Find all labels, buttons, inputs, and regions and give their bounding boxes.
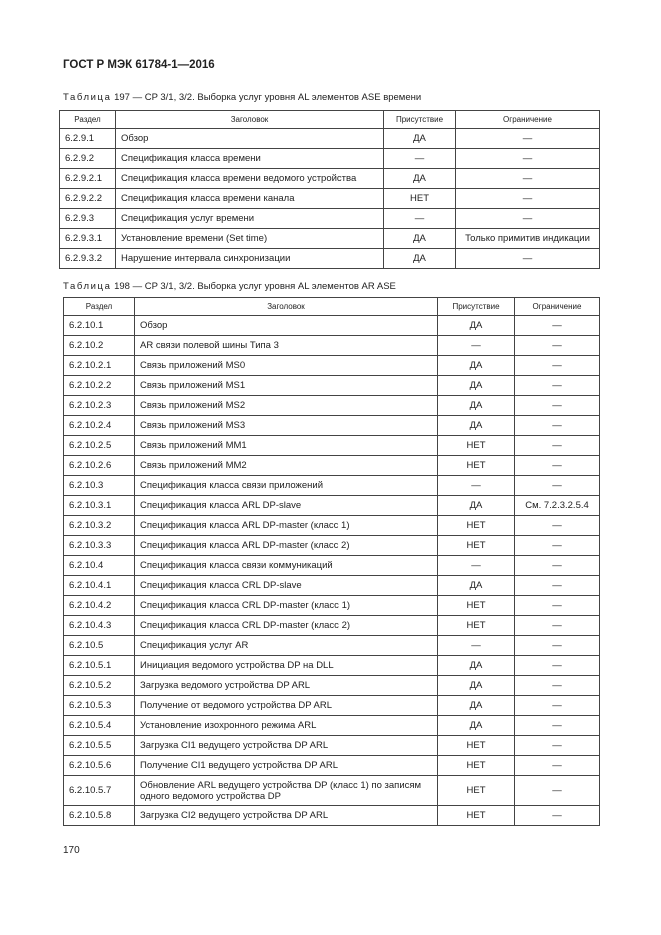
restriction-cell: — — [515, 596, 600, 616]
table-row — [64, 456, 600, 476]
title-cell: Нарушение интервала синхронизации — [116, 249, 384, 269]
table-row — [60, 229, 600, 249]
column-header: Ограничение — [456, 111, 600, 129]
presence-cell: ДА — [438, 416, 515, 436]
table-row — [64, 596, 600, 616]
table-row — [64, 716, 600, 736]
title-cell: Спецификация класса времени канала — [116, 189, 384, 209]
section-cell: 6.2.10.4 — [64, 556, 135, 576]
table-row — [64, 616, 600, 636]
presence-cell: НЕТ — [438, 736, 515, 756]
restriction-cell: — — [515, 676, 600, 696]
title-cell: AR связи полевой шины Типа 3 — [135, 336, 438, 356]
section-cell: 6.2.10.3.1 — [64, 496, 135, 516]
restriction-cell: См. 7.2.3.2.5.4 — [515, 496, 600, 516]
table-row — [60, 249, 600, 269]
table-197-caption — [63, 92, 421, 103]
restriction-cell: — — [515, 776, 600, 806]
presence-cell: ДА — [438, 496, 515, 516]
restriction-cell: — — [515, 356, 600, 376]
table-row — [64, 576, 600, 596]
column-header: Заголовок — [135, 298, 438, 316]
presence-cell: НЕТ — [438, 806, 515, 826]
title-cell: Загрузка CI1 ведущего устройства DP ARL — [135, 736, 438, 756]
title-cell: Спецификация класса CRL DP-slave — [135, 576, 438, 596]
presence-cell: ДА — [384, 249, 456, 269]
section-cell: 6.2.10.3.3 — [64, 536, 135, 556]
column-header: Ограничение — [515, 298, 600, 316]
restriction-cell: — — [515, 456, 600, 476]
restriction-cell: — — [515, 416, 600, 436]
caption-text: 197 — CP 3/1, 3/2. Выборка услуг уровня AL элементов ASE времени — [111, 92, 422, 103]
section-cell: 6.2.10.4.2 — [64, 596, 135, 616]
table-row — [64, 636, 600, 656]
title-cell: Спецификация класса CRL DP-master (класс 1) — [135, 596, 438, 616]
column-header: Присутствие — [384, 111, 456, 129]
section-cell: 6.2.10.5.8 — [64, 806, 135, 826]
restriction-cell: — — [456, 149, 600, 169]
title-cell: Спецификация класса времени ведомого устройства — [116, 169, 384, 189]
title-cell: Спецификация услуг AR — [135, 636, 438, 656]
table-row — [64, 656, 600, 676]
caption-lead: Таблица — [63, 281, 112, 292]
presence-cell: НЕТ — [438, 516, 515, 536]
section-cell: 6.2.10.5.6 — [64, 756, 135, 776]
section-cell: 6.2.10.2.4 — [64, 416, 135, 436]
section-cell: 6.2.10.5.7 — [64, 776, 135, 806]
restriction-cell: — — [456, 209, 600, 229]
restriction-cell: — — [515, 716, 600, 736]
table-row — [60, 129, 600, 149]
table-row — [64, 496, 600, 516]
restriction-cell: — — [515, 576, 600, 596]
section-cell: 6.2.10.5.3 — [64, 696, 135, 716]
restriction-cell: — — [515, 806, 600, 826]
section-cell: 6.2.10.5.1 — [64, 656, 135, 676]
restriction-cell: — — [515, 336, 600, 356]
section-cell: 6.2.10.2.1 — [64, 356, 135, 376]
section-cell: 6.2.9.3.1 — [60, 229, 116, 249]
presence-cell: НЕТ — [438, 436, 515, 456]
title-cell: Спецификация класса CRL DP-master (класс 2) — [135, 616, 438, 636]
restriction-cell: — — [515, 696, 600, 716]
title-cell: Получение CI1 ведущего устройства DP ARL — [135, 756, 438, 776]
presence-cell: НЕТ — [438, 616, 515, 636]
presence-cell: ДА — [438, 356, 515, 376]
table-row — [64, 416, 600, 436]
column-header: Заголовок — [116, 111, 384, 129]
title-cell: Спецификация класса связи приложений — [135, 476, 438, 496]
presence-cell: ДА — [438, 396, 515, 416]
table-row — [60, 169, 600, 189]
restriction-cell: Только примитив индикации — [456, 229, 600, 249]
presence-cell: ДА — [438, 316, 515, 336]
table-row — [60, 189, 600, 209]
table-row — [64, 476, 600, 496]
restriction-cell: — — [456, 129, 600, 149]
presence-cell: ДА — [438, 716, 515, 736]
title-cell: Связь приложений ММ2 — [135, 456, 438, 476]
restriction-cell: — — [515, 616, 600, 636]
title-cell: Инициация ведомого устройства DP на DLL — [135, 656, 438, 676]
title-cell: Обновление ARL ведущего устройства DP (класс 1) по записям одного ведомого устройства DP — [135, 776, 438, 806]
section-cell: 6.2.10.2.6 — [64, 456, 135, 476]
table-row — [64, 806, 600, 826]
title-cell: Получение от ведомого устройства DP ARL — [135, 696, 438, 716]
section-cell: 6.2.9.1 — [60, 129, 116, 149]
restriction-cell: — — [515, 756, 600, 776]
column-header: Раздел — [60, 111, 116, 129]
presence-cell: ДА — [384, 229, 456, 249]
presence-cell: НЕТ — [438, 536, 515, 556]
section-cell: 6.2.9.3.2 — [60, 249, 116, 269]
presence-cell: НЕТ — [384, 189, 456, 209]
title-cell: Связь приложений MS2 — [135, 396, 438, 416]
restriction-cell: — — [515, 516, 600, 536]
table-row — [64, 736, 600, 756]
title-cell: Загрузка CI2 ведущего устройства DP ARL — [135, 806, 438, 826]
document-header: ГОСТ Р МЭК 61784-1—2016 — [63, 59, 215, 71]
presence-cell: ДА — [438, 656, 515, 676]
presence-cell: — — [438, 476, 515, 496]
table-row — [64, 396, 600, 416]
section-cell: 6.2.10.5 — [64, 636, 135, 656]
presence-cell: ДА — [384, 169, 456, 189]
presence-cell: НЕТ — [438, 596, 515, 616]
section-cell: 6.2.10.5.2 — [64, 676, 135, 696]
caption-lead: Таблица — [63, 92, 112, 103]
title-cell: Связь приложений MS0 — [135, 356, 438, 376]
presence-cell: НЕТ — [438, 456, 515, 476]
section-cell: 6.2.10.1 — [64, 316, 135, 336]
title-cell: Спецификация услуг времени — [116, 209, 384, 229]
page-number: 170 — [63, 845, 80, 856]
table-row — [64, 536, 600, 556]
table-row — [64, 756, 600, 776]
section-cell: 6.2.9.3 — [60, 209, 116, 229]
section-cell: 6.2.9.2.1 — [60, 169, 116, 189]
presence-cell: ДА — [438, 376, 515, 396]
table-row — [64, 696, 600, 716]
title-cell: Спецификация класса ARL DP-master (класс 2) — [135, 536, 438, 556]
presence-cell: — — [438, 556, 515, 576]
table-197 — [59, 110, 600, 269]
section-cell: 6.2.10.3 — [64, 476, 135, 496]
title-cell: Спецификация класса ARL DP-master (класс 1) — [135, 516, 438, 536]
presence-cell: — — [384, 149, 456, 169]
table-header-row — [60, 111, 600, 129]
title-cell: Установление изохронного режима ARL — [135, 716, 438, 736]
section-cell: 6.2.9.2 — [60, 149, 116, 169]
presence-cell: ДА — [438, 696, 515, 716]
restriction-cell: — — [515, 536, 600, 556]
table-198-caption — [63, 281, 396, 292]
table-row — [64, 676, 600, 696]
restriction-cell: — — [515, 736, 600, 756]
title-cell: Спецификация класса связи коммуникаций — [135, 556, 438, 576]
presence-cell: — — [438, 636, 515, 656]
presence-cell: — — [384, 209, 456, 229]
section-cell: 6.2.10.2.5 — [64, 436, 135, 456]
presence-cell: ДА — [384, 129, 456, 149]
caption-text: 198 — CP 3/1, 3/2. Выборка услуг уровня AL элементов AR ASE — [111, 281, 396, 292]
title-cell: Связь приложений MS1 — [135, 376, 438, 396]
restriction-cell: — — [515, 636, 600, 656]
restriction-cell: — — [456, 189, 600, 209]
section-cell: 6.2.10.4.3 — [64, 616, 135, 636]
title-cell: Загрузка ведомого устройства DP ARL — [135, 676, 438, 696]
table-row — [64, 336, 600, 356]
table-198 — [63, 297, 600, 826]
section-cell: 6.2.10.5.4 — [64, 716, 135, 736]
section-cell: 6.2.10.3.2 — [64, 516, 135, 536]
table-row — [64, 356, 600, 376]
column-header: Присутствие — [438, 298, 515, 316]
restriction-cell: — — [515, 316, 600, 336]
title-cell: Связь приложений MS3 — [135, 416, 438, 436]
restriction-cell: — — [515, 656, 600, 676]
presence-cell: — — [438, 336, 515, 356]
restriction-cell: — — [515, 396, 600, 416]
table-row — [60, 209, 600, 229]
table-row — [60, 149, 600, 169]
title-cell: Спецификация класса ARL DP-slave — [135, 496, 438, 516]
table-row — [64, 316, 600, 336]
section-cell: 6.2.10.5.5 — [64, 736, 135, 756]
presence-cell: НЕТ — [438, 776, 515, 806]
table-row — [64, 436, 600, 456]
column-header: Раздел — [64, 298, 135, 316]
table-row — [64, 376, 600, 396]
restriction-cell: — — [515, 476, 600, 496]
presence-cell: НЕТ — [438, 756, 515, 776]
title-cell: Обзор — [135, 316, 438, 336]
section-cell: 6.2.10.2 — [64, 336, 135, 356]
table-row — [64, 556, 600, 576]
restriction-cell: — — [515, 556, 600, 576]
section-cell: 6.2.10.2.2 — [64, 376, 135, 396]
restriction-cell: — — [456, 169, 600, 189]
restriction-cell: — — [456, 249, 600, 269]
title-cell: Обзор — [116, 129, 384, 149]
section-cell: 6.2.9.2.2 — [60, 189, 116, 209]
title-cell: Связь приложений ММ1 — [135, 436, 438, 456]
title-cell: Установление времени (Set time) — [116, 229, 384, 249]
table-header-row — [64, 298, 600, 316]
table-row — [64, 776, 600, 806]
presence-cell: ДА — [438, 676, 515, 696]
section-cell: 6.2.10.2.3 — [64, 396, 135, 416]
restriction-cell: — — [515, 436, 600, 456]
restriction-cell: — — [515, 376, 600, 396]
title-cell: Спецификация класса времени — [116, 149, 384, 169]
presence-cell: ДА — [438, 576, 515, 596]
table-row — [64, 516, 600, 536]
section-cell: 6.2.10.4.1 — [64, 576, 135, 596]
